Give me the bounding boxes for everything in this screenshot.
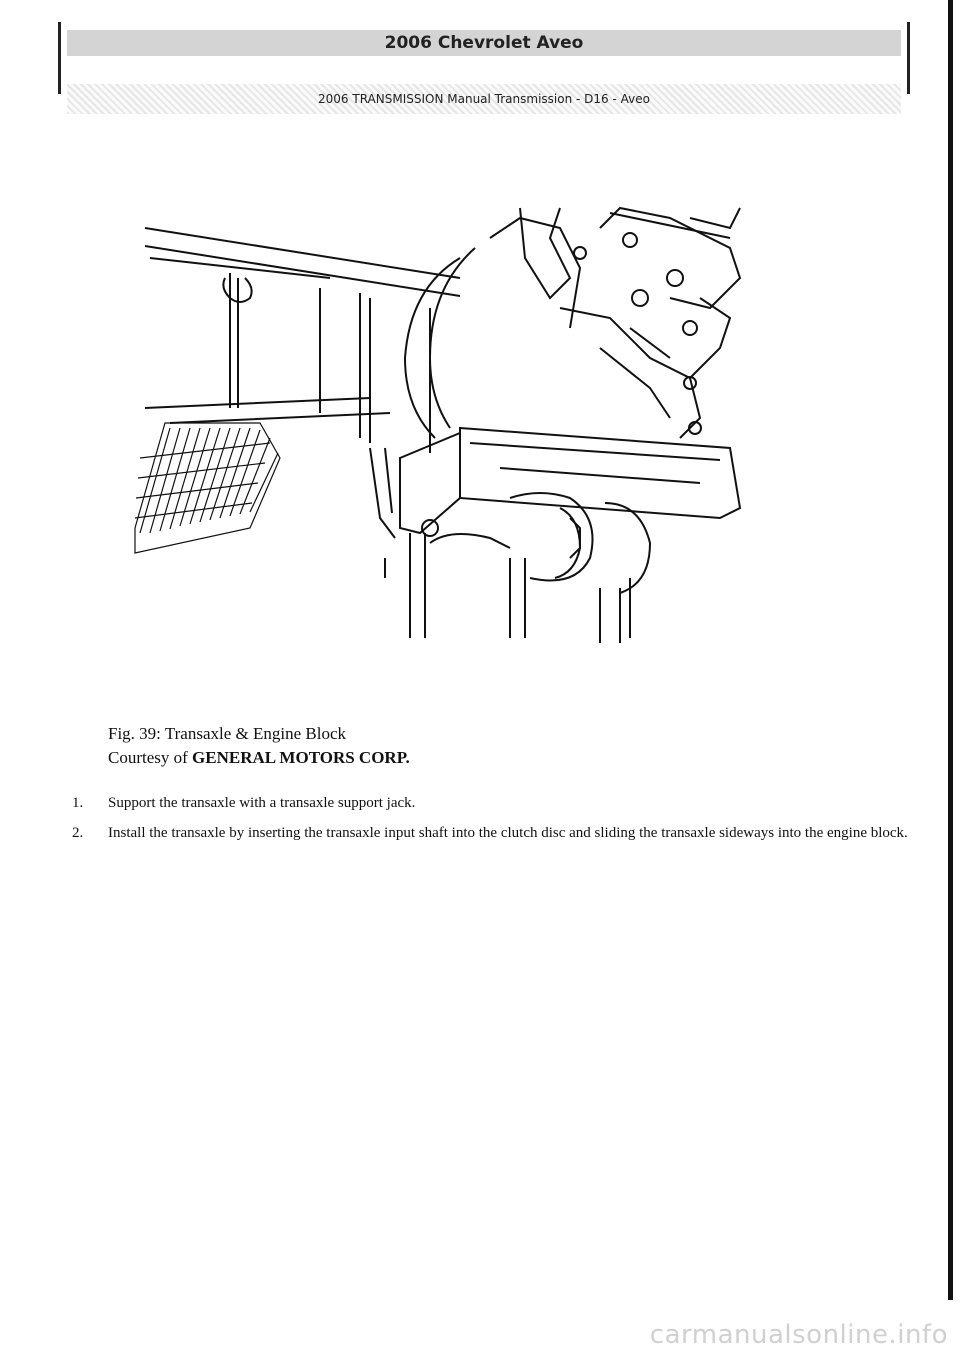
figure-courtesy — [108, 746, 410, 770]
step-item — [72, 792, 912, 814]
step-number: 1. — [72, 795, 84, 811]
page-header — [58, 22, 910, 106]
step-text: Support the transaxle with a transaxle support jack. — [108, 795, 416, 811]
figure-caption: Fig. 39: Transaxle & Engine Block — [108, 724, 346, 743]
page-edge-rule — [948, 0, 953, 1300]
step-number: 2. — [72, 825, 84, 841]
step-item — [72, 822, 912, 844]
step-text: Install the transaxle by inserting the transaxle input shaft into the clutch disc and sliding the transaxle sideways into the engine block. — [108, 825, 908, 841]
header-subtitle: 2006 TRANSMISSION Manual Transmission - D16 - Aveo — [67, 84, 901, 114]
header-title: 2006 Chevrolet Aveo — [67, 30, 901, 56]
figure-caption-block — [108, 722, 410, 770]
site-watermark: carmanualsonline.info — [649, 1320, 948, 1350]
courtesy-org: GENERAL MOTORS CORP. — [192, 748, 410, 767]
procedure-steps — [72, 792, 912, 852]
transaxle-engine-illustration — [130, 198, 770, 648]
courtesy-prefix: Courtesy of — [108, 748, 188, 767]
